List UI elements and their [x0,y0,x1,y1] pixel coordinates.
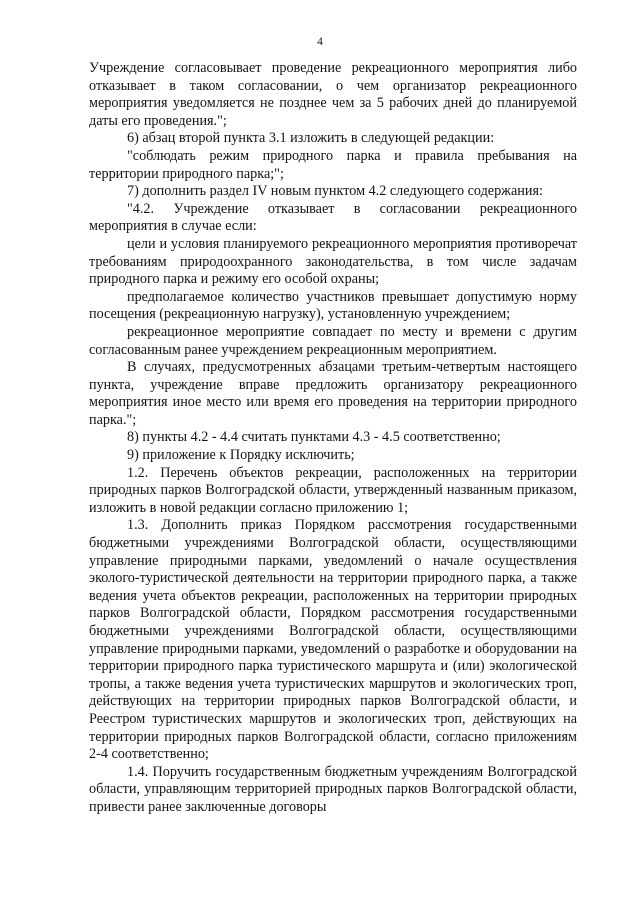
paragraph-p7: предполагаемое количество участников превышает допустимую норму посещения (рекреационную нагрузку), установленную учреждением; [89,288,577,323]
paragraph-p6: цели и условия планируемого рекреационного мероприятия противоречат требованиям природоохранного законодательства, в том числе задачам природного парка и режиму его особой охраны; [89,235,577,288]
paragraph-p10: 8) пункты 4.2 - 4.4 считать пунктами 4.3 - 4.5 соответственно; [127,429,501,446]
paragraph-p14: 1.4. Поручить государственным бюджетным учреждениям Волгоградской области, управляющим территорией природных парков Волгоградской области, привести ранее заключенные договоры [89,763,577,815]
paragraph-p1: Учреждение согласовывает проведение рекреационного мероприятия либо отказывает в таком согласовании, о чем организатор рекреационного мероприятия уведомляется не позднее чем за 5 рабочих дней до планируемой даты его проведения."; [89,60,577,129]
document-body [89,60,577,817]
paragraph-p3: "соблюдать режим природного парка и правила пребывания на территории природного парка;"; [89,147,577,182]
page-number: 4 [317,36,323,48]
paragraph-p4: 7) дополнить раздел IV новым пунктом 4.2 следующего содержания: [127,183,543,200]
paragraph-p2: 6) абзац второй пункта 3.1 изложить в следующей редакции: [127,130,495,147]
paragraph-p12: 1.2. Перечень объектов рекреации, расположенных на территории природных парков Волгоградской области, утвержденный названным приказом, изложить в новой редакции согласно приложению 1; [89,464,577,516]
paragraph-p13: 1.3. Дополнить приказ Порядком рассмотрения государственными бюджетными учреждениями Волгоградской области, осуществляющими управление природными парками, уведомлений о начале осуществления эколого-туристической деятельности на территории природного парка, а также ведения учета объектов рекреации, расположенных на территории природных парков Волгоградской области, Порядком рассмотрения государственными бюджетными учреждениями Волгоградской области, осуществляющими управление природными парками, уведомлений о разработке и оборудовании на территории природного парка туристического маршрута и (или) экологической тропы, а также ведения учета туристических маршрутов и экологических троп, действующих на территории природных парков Волгоградской области, и Реестром туристических маршрутов и экологических троп, действующих на территории природных парков Волгоградской области, согласно приложениям 2-4 соответственно; [89,517,577,763]
paragraph-p5: "4.2. Учреждение отказывает в согласовании рекреационного мероприятия в случае если: [89,200,577,235]
paragraph-p11: 9) приложение к Порядку исключить; [127,447,355,464]
paragraph-p9: В случаях, предусмотренных абзацами третьим-четвертым настоящего пункта, учреждение вправе предложить организатору рекреационного мероприятия иное место или время его проведения на территории природного парка."; [89,359,577,428]
paragraph-p8: рекреационное мероприятие совпадает по месту и времени с другим согласованным ранее учреждением рекреационным мероприятием. [89,323,577,358]
